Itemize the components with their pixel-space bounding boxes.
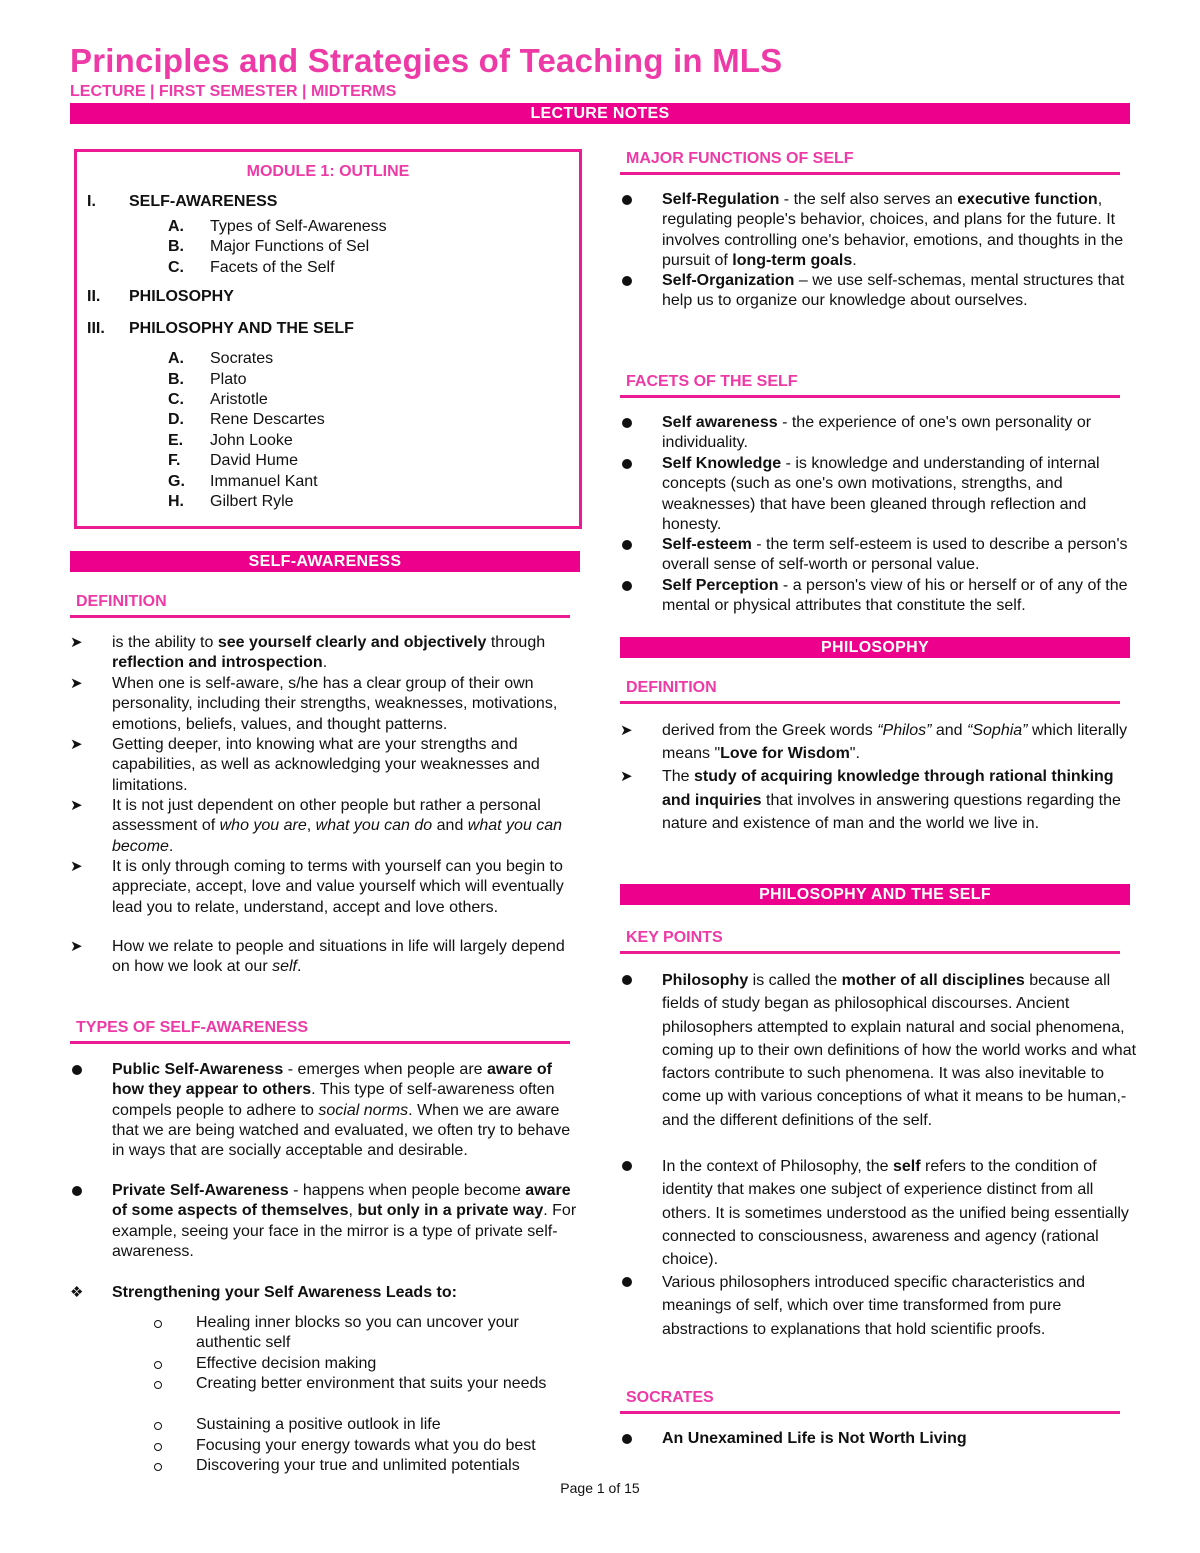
facets-heading: FACETS OF THE SELF [620,372,1120,398]
self-awareness-banner: SELF-AWARENESS [70,551,580,572]
arrow-bullet-icon: ➤ [620,768,633,785]
list-item: Healing inner blocks so you can uncover your authentic self [154,1313,574,1354]
outline-subitem: D. Rene Descartes [168,411,325,429]
bullet-dot-icon [620,1155,640,1178]
lecture-notes-banner: LECTURE NOTES [70,103,1130,124]
bullet-dot-icon [620,576,640,597]
outline-subitem: A. Socrates [168,350,274,368]
circle-bullet-icon [154,1374,174,1395]
bullet-dot-icon [620,1429,640,1450]
list-item: Public Self-Awareness - emerges when people are aware of how they appear to others. This type of self-awareness often compels people to adhere to social norms. When we are aware that we are being watched and evaluated, we often try to behave in ways that are socially acceptable and desirable. [70,1060,585,1161]
outline-subitem: H. Gilbert Ryle [168,492,294,510]
list-item: Self-esteem - the term self-esteem is used to describe a person's overall sense of self-worth or personal value. [620,535,1140,576]
outline-subitem: C. Facets of the Self [168,258,335,276]
philosophy-definition-heading: DEFINITION [620,678,1120,704]
list-item: Self awareness - the experience of one's own personality or individuality. [620,413,1140,454]
arrow-bullet-icon: ➤ [70,938,83,955]
list-item: In the context of Philosophy, the self refers to the condition of identity that makes one subject of experience distinct from all others. It is sometimes understood as the unified being essentially connected to consciousness, awareness and agency (rational choice). [620,1155,1140,1271]
circle-bullet-icon [154,1436,174,1457]
list-item: Self Knowledge - is knowledge and understanding of internal concepts (such as one's own motivations, strengths, and weaknesses) that have been gleaned through reflection and honesty. [620,454,1140,535]
list-item: ➤ Getting deeper, into knowing what are your strengths and capabilities, as well as acknowledging your weaknesses and limitations. [70,736,540,794]
definition-heading: DEFINITION [70,592,570,618]
philosophy-and-self-banner: PHILOSOPHY AND THE SELF [620,884,1130,905]
list-item: Self-Regulation - the self also serves an executive function, regulating people's behavior, choices, and plans for the future. It involves controlling one's behavior, emotions, and thoughts in the pursuit of long-term goals. [620,190,1140,271]
outline-subitem: C. Aristotle [168,390,268,408]
outline-subitem: B. Major Functions of Sel [168,238,370,256]
outline-subitem: E. John Looke [168,431,293,449]
bullet-dot-icon [620,190,640,211]
bullet-dot-icon [70,1181,90,1202]
bullet-dot-icon [620,1271,640,1294]
module-outline-box [74,149,582,529]
circle-bullet-icon [154,1354,174,1375]
list-item: An Unexamined Life is Not Worth Living [620,1429,1140,1449]
strengthening-heading: ❖ Strengthening your Self Awareness Leads to: [70,1283,585,1303]
list-item: ➤ It is only through coming to terms with yourself can you begin to appreciate, accept, love and value yourself which will eventually lead you to relate, understand, accept and love others. [70,858,564,916]
list-item: Creating better environment that suits your needs [154,1374,574,1394]
outline-subitem: A. Types of Self-Awareness [168,218,387,235]
arrow-bullet-icon: ➤ [70,858,83,875]
arrow-bullet-icon: ➤ [70,634,83,651]
document-title: Principles and Strategies of Teaching in MLS [70,42,783,79]
outline-title: MODULE 1: OUTLINE [246,163,410,180]
philosophy-banner: PHILOSOPHY [620,637,1130,658]
list-item: Discovering your true and unlimited potentials [154,1456,574,1476]
circle-bullet-icon [154,1415,174,1436]
arrow-bullet-icon: ➤ [70,736,83,753]
outline-subitem: B. Plato [168,370,247,388]
bullet-dot-icon [620,413,640,434]
list-item: Focusing your energy towards what you do best [154,1436,574,1456]
list-item: ➤ When one is self-aware, s/he has a clear group of their own personality, including their strengths, weaknesses, motivations, emotions, beliefs, values, and thought patterns. [70,675,558,733]
document-subtitle: LECTURE | FIRST SEMESTER | MIDTERMS [70,83,397,100]
bullet-dot-icon [620,271,640,292]
outline-subitem: G. Immanuel Kant [168,472,318,490]
socrates-heading: SOCRATES [620,1388,1120,1414]
list-item: Private Self-Awareness - happens when people become aware of some aspects of themselves, but only in a private way. For example, seeing your face in the mirror is a type of private self-awareness. [70,1181,585,1262]
arrow-bullet-icon: ➤ [70,675,83,692]
outline-section: III. PHILOSOPHY AND THE SELF [87,320,354,338]
bullet-dot-icon [620,454,640,475]
circle-bullet-icon [154,1313,174,1334]
bullet-dot-icon [620,969,640,992]
outline-subitem: F. David Hume [168,452,299,470]
key-points-heading: KEY POINTS [620,928,1120,954]
list-item: ➤ How we relate to people and situations in life will largely depend on how we look at our self. [70,938,565,976]
circle-bullet-icon [154,1456,174,1477]
list-item: ➤ The study of acquiring knowledge through rational thinking and inquiries that involves in answering questions regarding the nature and existence of man and the world we live in. [620,765,1140,836]
bullet-dot-icon [620,535,640,556]
major-functions-heading: MAJOR FUNCTIONS OF SELF [620,149,1120,175]
list-item: ➤ is the ability to see yourself clearly and objectively through reflection and introspection. [70,634,546,672]
list-item: Self Perception - a person's view of his or herself or of any of the mental or physical attributes that constitute the self. [620,576,1140,617]
list-item: Various philosophers introduced specific characteristics and meanings of self, which over time transformed from pure abstractions to explanations that hold scientific proofs. [620,1271,1140,1341]
types-heading: TYPES OF SELF-AWARENESS [70,1018,570,1044]
arrow-bullet-icon: ➤ [70,797,83,814]
outline-section: I. SELF-AWARENESS [87,193,278,210]
list-item: Sustaining a positive outlook in life [154,1415,574,1435]
outline-section: II. PHILOSOPHY [87,288,234,306]
list-item: ➤ It is not just dependent on other people but rather a personal assessment of who you are, what you can do and what you can become. [70,797,563,855]
diamond-bullet-icon: ❖ [70,1284,84,1301]
list-item: Effective decision making [154,1354,574,1374]
list-item: Philosophy is called the mother of all disciplines because all fields of study began as philosophical discourses. Ancient philosophers attempted to explain natural and social phenomena, coming up to their own definitions of how the world works and what factors contribute to such phenomena. It was also inevitable to come up with various conceptions of what it means to be human,- and the different definitions of the self. [620,969,1140,1132]
bullet-dot-icon [70,1060,90,1081]
arrow-bullet-icon: ➤ [620,722,633,739]
list-item: Self-Organization – we use self-schemas, mental structures that help us to organize our knowledge about ourselves. [620,271,1140,312]
list-item: ➤ derived from the Greek words “Philos” and “Sophia” which literally means "Love for Wisdom". [620,719,1140,765]
page-number: Page 1 of 15 [560,1480,640,1496]
